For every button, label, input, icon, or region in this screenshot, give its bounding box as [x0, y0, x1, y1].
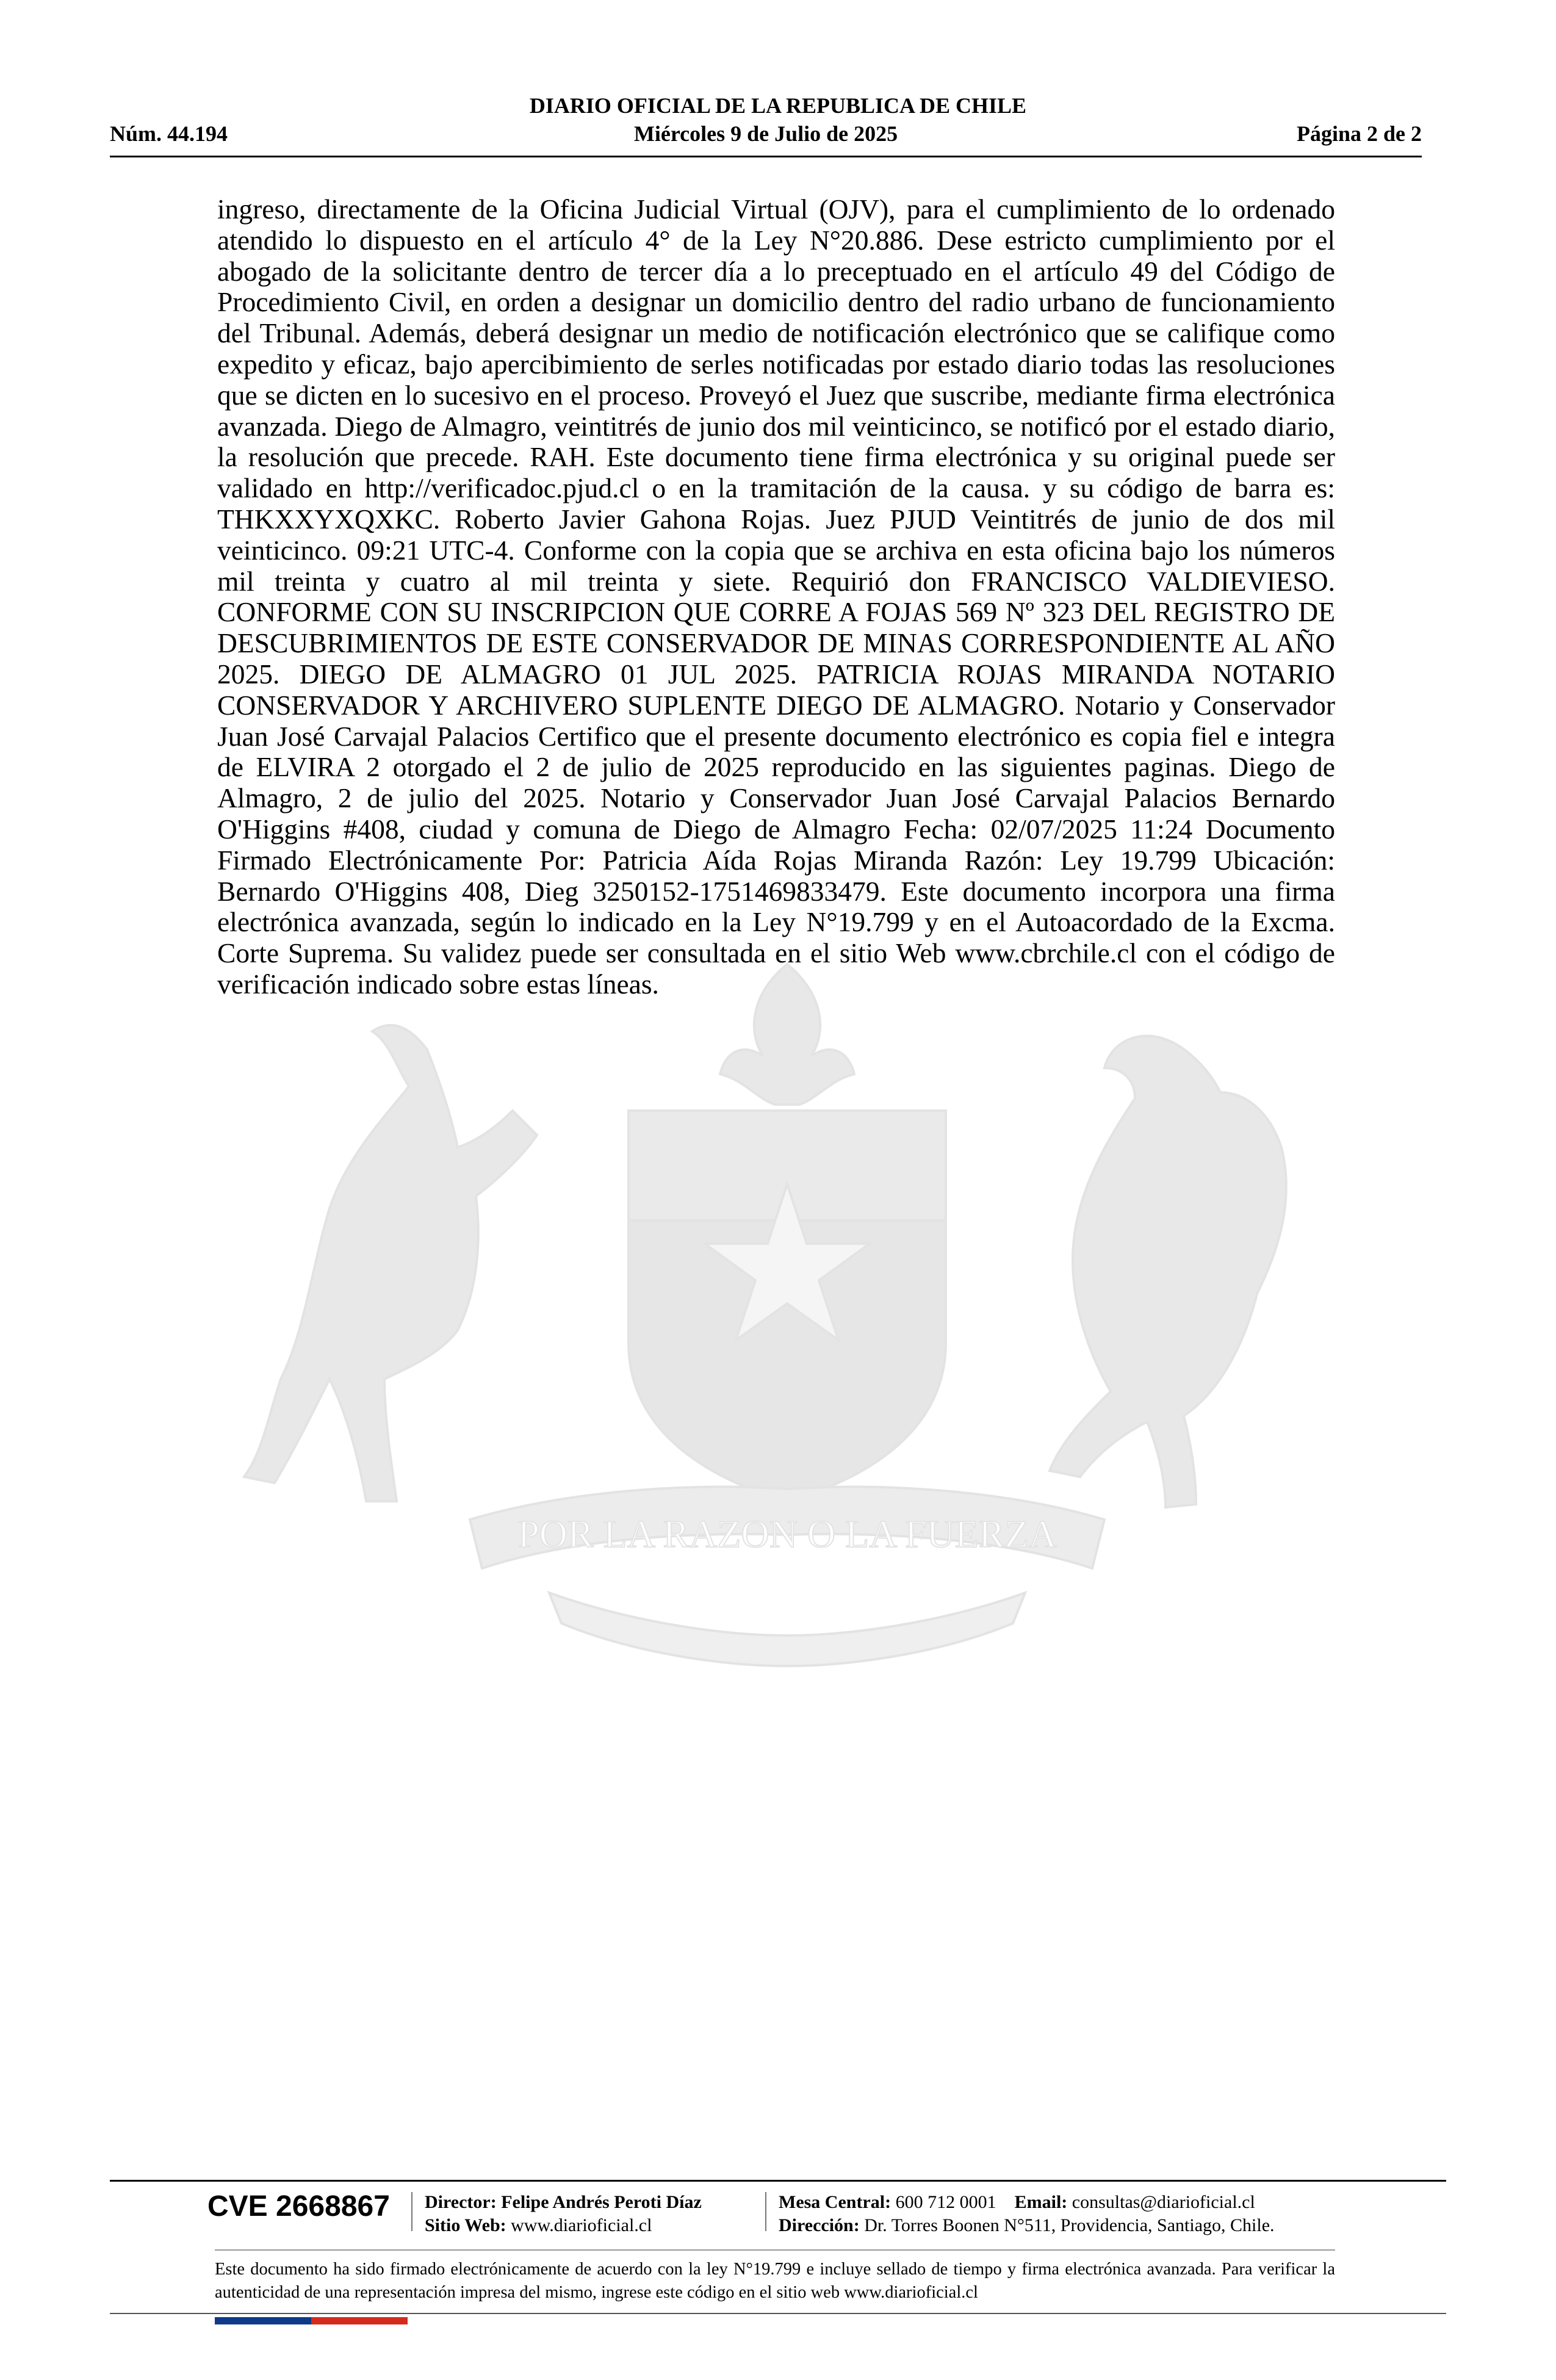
flag-color-bar: [215, 2317, 408, 2324]
header-divider: [110, 156, 1422, 157]
website-label: Sitio Web:: [425, 2215, 506, 2235]
mesa-central-phone: 600 712 0001: [895, 2192, 996, 2212]
issue-number: Núm. 44.194: [110, 121, 228, 146]
footer-divider-top: [110, 2180, 1446, 2182]
footer-divider-middle: [215, 2249, 1335, 2251]
cve-code: CVE 2668867: [207, 2190, 390, 2223]
address-label: Dirección:: [779, 2215, 860, 2235]
footer-separator: [411, 2192, 412, 2231]
mesa-central-label: Mesa Central:: [779, 2192, 891, 2212]
footer-director-column: [425, 2191, 702, 2237]
newspaper-title: DIARIO OFICIAL DE LA REPUBLICA DE CHILE: [529, 93, 1027, 118]
address-value: Dr. Torres Boonen N°511, Providencia, Santiago, Chile.: [864, 2215, 1275, 2235]
director-name: Felipe Andrés Peroti Díaz: [501, 2192, 702, 2212]
flag-blue-segment: [215, 2317, 311, 2324]
email-label: Email:: [1014, 2192, 1068, 2212]
page-indicator: Página 2 de 2: [1296, 121, 1422, 146]
director-label: Director:: [425, 2192, 497, 2212]
signature-disclaimer: Este documento ha sido firmado electrónicamente de acuerdo con la ley N°19.799 e incluye sellado de tiempo y firma electrónica avanzada. Para verificar la autenticidad de una representación impresa del mismo, ingrese este código en el sitio web www.diarioficial.cl: [215, 2260, 1335, 2302]
flag-red-segment: [311, 2317, 408, 2324]
coat-of-arms-watermark: [207, 952, 1367, 1678]
email-link[interactable]: consultas@diarioficial.cl: [1072, 2192, 1255, 2212]
footer-contact-column: [779, 2191, 1275, 2237]
footer-separator: [765, 2192, 766, 2231]
motto-text: POR LA RAZON O LA FUERZA: [517, 1512, 1057, 1556]
article-body: ingreso, directamente de la Oficina Judicial Virtual (OJV), para el cumplimiento de lo ordenado atendido lo dispuesto en el artículo 4° de la Ley N°20.886. Dese estricto cumplimiento por el abogado de la solicitante dentro de tercer día a lo preceptuado en el artículo 49 del Código de Procedimiento Civil, en orden a designar un domicilio dentro del radio urbano de funcionamiento del Tribunal. Además, deberá designar un medio de notificación electrónico que se califique como expedito y eficaz, bajo apercibimiento de serles notificadas por estado diario todas las resoluciones que se dicten en lo sucesivo en el proceso. Proveyó el Juez que suscribe, mediante firma electrónica avanzada. Diego de Almagro, veintitrés de junio dos mil veinticinco, se notificó por el estado diario, la resolución que precede. RAH. Este documento tiene firma electrónica y su original puede ser validado en http://verificadoc.pjud.cl o en la tramitación de la causa. y su código de barra es: THKXXYXQXKC. Roberto Javier Gahona Rojas. Juez PJUD Veintitrés de junio de dos mil veinticinco. 09:21 UTC-4. Conforme con la copia que se archiva en esta oficina bajo los números mil treinta y cuatro al mil treinta y siete. Requirió don FRANCISCO VALDIEVIESO. CONFORME CON SU INSCRIPCION QUE CORRE A FOJAS 569 Nº 323 DEL REGISTRO DE DESCUBRIMIENTOS DE ESTE CONSERVADOR DE MINAS CORRESPONDIENTE AL AÑO 2025. DIEGO DE ALMAGRO 01 JUL 2025. PATRICIA ROJAS MIRANDA NOTARIO CONSERVADOR Y ARCHIVERO SUPLENTE DIEGO DE ALMAGRO. Notario y Conservador Juan José Carvajal Palacios Certifico que el presente documento electrónico es copia fiel e integra de ELVIRA 2 otorgado el 2 de julio de 2025 reproducido en las siguientes paginas. Diego de Almagro, 2 de julio del 2025. Notario y Conservador Juan José Carvajal Palacios Bernardo O'Higgins #408, ciudad y comuna de Diego de Almagro Fecha: 02/07/2025 11:24 Documento Firmado Electrónicamente Por: Patricia Aída Rojas Miranda Razón: Ley 19.799 Ubicación: Bernardo O'Higgins 408, Dieg 3250152-1751469833479. Este documento incorpora una firma electrónica avanzada, según lo indicado en la Ley N°19.799 y en el Autoacordado de la Excma. Corte Suprema. Su validez puede ser consultada en el sitio Web www.cbrchile.cl con el código de verificación indicado sobre estas líneas.: [217, 193, 1335, 1000]
footer-divider-bottom: [110, 2313, 1446, 2314]
website-link[interactable]: www.diarioficial.cl: [511, 2215, 652, 2235]
issue-date: Miércoles 9 de Julio de 2025: [633, 121, 898, 146]
header-row: [110, 121, 1422, 149]
